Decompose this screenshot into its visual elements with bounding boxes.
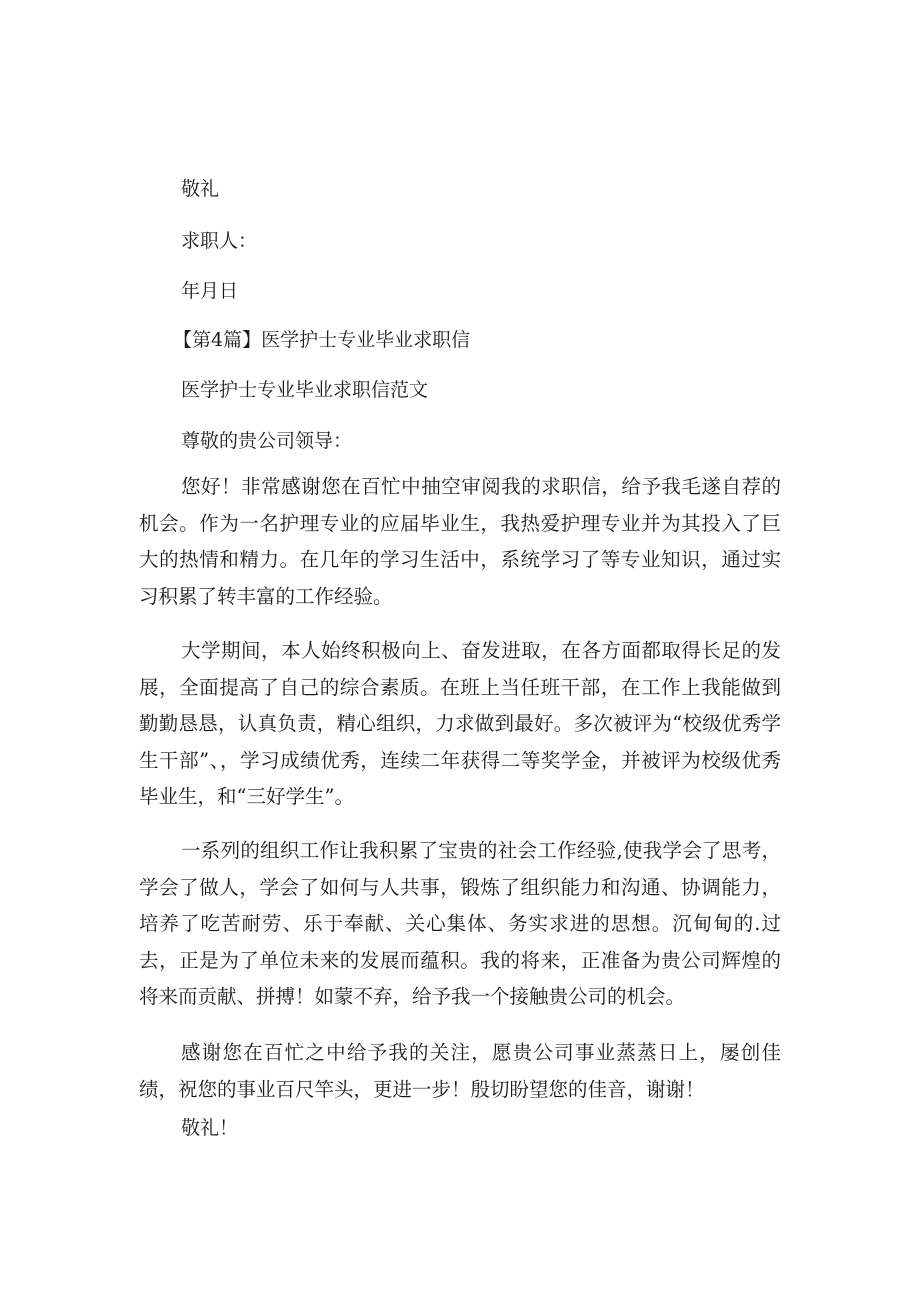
closing-line: 敬礼 bbox=[181, 178, 220, 200]
date-label: 年月日 bbox=[181, 280, 239, 302]
signer-label: 求职人： bbox=[181, 230, 258, 252]
body-paragraph-4: 感谢您在百忙之中给予我的关注，愿贵公司事业蒸蒸日上，屡创佳绩，祝您的事业百尺竿头，更进一步！殷切盼望您的佳音，谢谢！ bbox=[139, 1041, 781, 1101]
body-paragraph-1: 您好！非常感谢您在百忙中抽空审阅我的求职信，给予我毛遂自荐的机会。作为一名护理专业的应届毕业生，我热爱护理专业并为其投入了巨大的热情和精力。在几年的学习生活中，系统学习了等专业知识，通过实习积累了转丰富的工作经验。 bbox=[139, 475, 781, 608]
body-paragraph-3: 一系列的组织工作让我积累了宝贵的社会工作经验,使我学会了思考，学会了做人，学会了如何与人共事，锻炼了组织能力和沟通、协调能力，培养了吃苦耐劳、乐于奉献、关心集体、务实求进的思想。沉甸甸的.过去，正是为了单位未来的发展而蕴积。我的将来，正准备为贵公司辉煌的将来而贡献、拼搏！如蒙不弃，给予我一个接触贵公司的机会。 bbox=[139, 839, 781, 1008]
letter-title: 医学护士专业毕业求职信范文 bbox=[181, 379, 429, 401]
section-heading: 【第4篇】医学护士专业毕业求职信 bbox=[173, 329, 471, 351]
closing-line-final: 敬礼！ bbox=[181, 1117, 239, 1139]
salutation: 尊敬的贵公司领导： bbox=[181, 430, 353, 452]
body-paragraph-2: 大学期间，本人始终积极向上、奋发进取，在各方面都取得长足的发展，全面提高了自己的综合素质。在班上当任班干部，在工作上我能做到勤勤恳恳，认真负责，精心组织，力求做到最好。多次被评为“校级优秀学生干部”、，学习成绩优秀，连续二年获得二等奖学金，并被评为校级优秀毕业生，和“三好学生”。 bbox=[139, 639, 781, 808]
